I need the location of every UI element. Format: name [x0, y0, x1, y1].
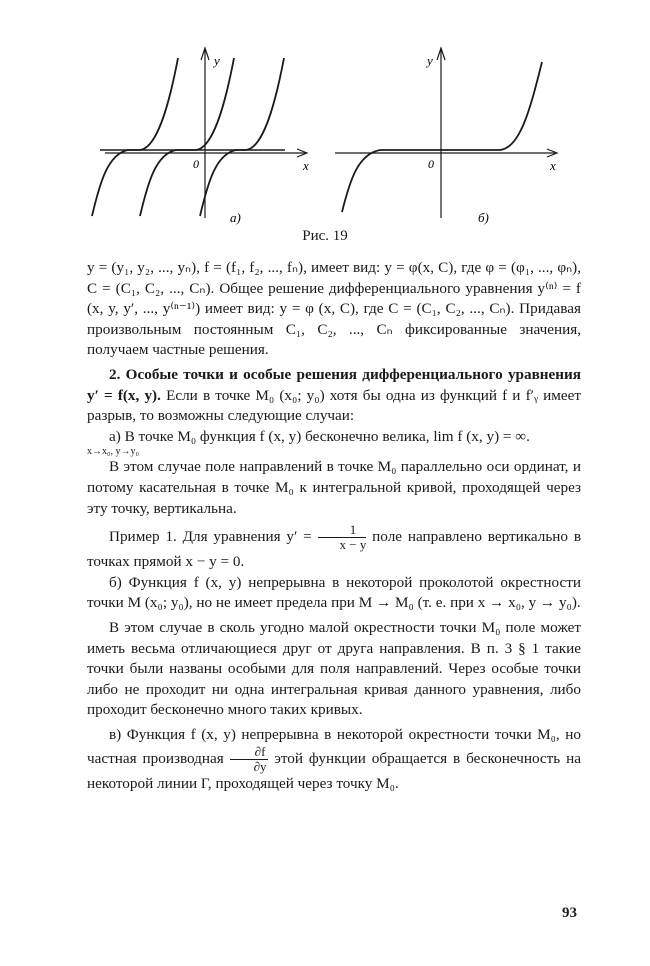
panel-b	[335, 48, 557, 218]
body-text	[87, 258, 581, 795]
panel-b-label: б)	[478, 210, 489, 225]
case-c-fraction	[230, 745, 269, 774]
case-b: б) Функция f (x, y) непрерывна в некоторой проколотой окрестности точки M (x₀; y₀), но не имеет предела при M → M₀ (т. е. при x → x₀, y → y₀).	[87, 573, 581, 612]
panel-a-curve-3	[200, 58, 284, 216]
panel-a-origin-label: 0	[193, 157, 199, 171]
example-1-tail: поле направлено вертикально в точках прямой x − y = 0.	[87, 528, 581, 571]
case-c-tail: этой функции обращается в бесконечность на некоторой линии Γ, проходящей через точку M₀.	[87, 750, 582, 793]
panel-a-x-label: x	[303, 158, 309, 173]
figure-caption: Рис. 19	[302, 228, 348, 244]
case-c-numerator: ∂f	[230, 745, 269, 760]
section-2-heading: 2. Особые точки и особые решения дифференциального уравнения y′ = f(x, y).	[87, 365, 581, 404]
example-1-lead: Пример 1. Для уравнения y′ =	[109, 528, 312, 546]
case-a-explanation: В этом случае поле направлений в точке M₀ параллельно оси ординат, и потому касательная в точке M₀ к интегральной кривой, проходящей через эту точку, вертикальна.	[87, 458, 581, 517]
case-c	[87, 725, 581, 795]
figure-19	[80, 40, 580, 250]
section-2	[87, 365, 581, 427]
case-c-denominator: ∂y	[253, 759, 267, 775]
panel-b-x-label: x	[550, 158, 556, 173]
panel-b-y-label: y	[427, 53, 433, 68]
case-a-limit-subscript: x→x₀, y→y₀	[87, 446, 139, 458]
case-b-explanation: В этом случае в сколь угодно малой окрестности точки M₀ поле может иметь весьма отличающиеся друг от друга направления. В п. 3 § 1 такие точки были названы особыми для поля направлений. Через особые точки либо не проходит ни одна интегральная кривая данного уравнения, либо проходит бесконечно много таких кривых.	[87, 618, 581, 719]
panel-a-curve-1	[92, 58, 178, 216]
case-c-lead: в) Функция f (x, y) непрерывна в некоторой окрестности точки M₀, но частная производная	[87, 725, 581, 768]
section-2-intro: Если в точке M₀ (x₀; y₀) хотя бы одна из функций f и f′ᵧ имеет разрыв, то возможны следующие случаи:	[87, 386, 581, 425]
example-1-fraction	[318, 523, 367, 552]
example-1	[87, 523, 581, 573]
page-number: 93	[562, 905, 577, 921]
panel-a	[92, 48, 307, 218]
case-a: а) В точке M₀ функция f (x, y) бесконечно велика, lim f (x, y) = ∞.	[109, 427, 530, 445]
panel-b-curve	[342, 62, 542, 212]
panel-a-y-label: y	[214, 53, 220, 68]
panel-a-label: а)	[230, 210, 241, 225]
panel-b-origin-label: 0	[428, 157, 434, 171]
example-1-numerator: 1	[318, 523, 367, 538]
paragraph-solution-form: y = (y₁, y₂, ..., yₙ), f = (f₁, f₂, ..., fₙ), имеет вид: y = φ(x, C), где φ = (φ₁, ..., φₙ), C = (C₁, C₂, ..., Cₙ). Общее решение дифференциального уравнения y⁽ⁿ⁾ = f (x, y, y′, ..., y⁽ⁿ⁻¹⁾) имеет вид: y = φ (x, C), где C = (C₁, C₂, ..., Cₙ). Придавая произвольным постоянным C₁, C₂, ..., Cₙ фиксированные значения, получаем частные решения.	[87, 259, 581, 359]
example-1-denominator: x − y	[339, 537, 367, 553]
